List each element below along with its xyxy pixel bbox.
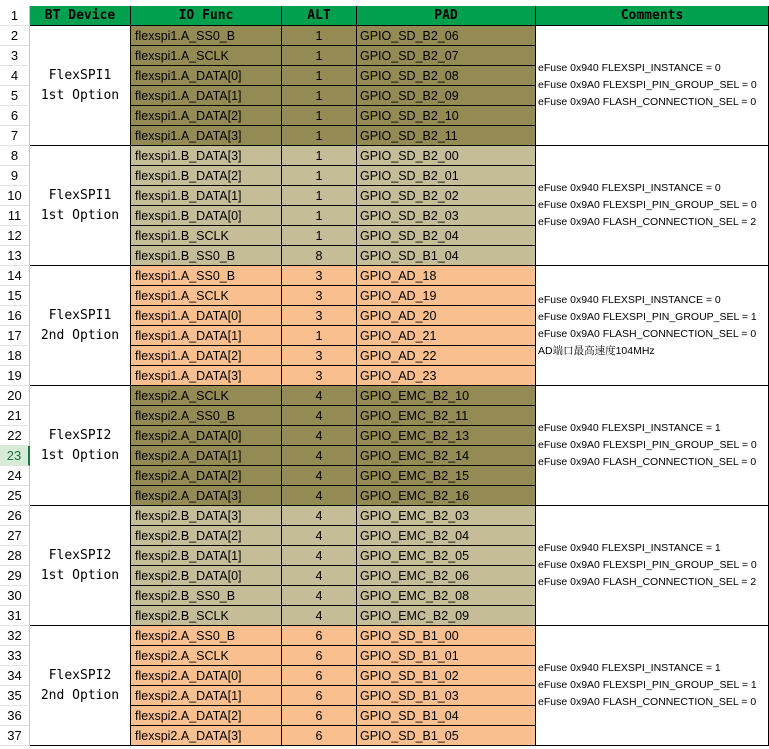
alt-cell[interactable]: 3	[282, 366, 357, 386]
pad-cell[interactable]: GPIO_EMC_B2_06	[357, 566, 536, 586]
comment-line: eFuse 0x940 FLEXSPI_INSTANCE = 1	[538, 662, 721, 674]
io-func-cell[interactable]: flexspi1.B_SCLK	[131, 226, 282, 246]
bt-device-cell[interactable]	[30, 146, 131, 266]
row-number[interactable]: 22	[0, 426, 30, 446]
io-func-cell[interactable]: flexspi1.A_SS0_B	[131, 266, 282, 286]
io-func-cell[interactable]: flexspi2.A_DATA[2]	[131, 466, 282, 486]
alt-cell[interactable]: 1	[282, 326, 357, 346]
alt-cell[interactable]: 4	[282, 586, 357, 606]
alt-cell[interactable]: 4	[282, 406, 357, 426]
row-number[interactable]: 29	[0, 566, 30, 586]
pad-cell[interactable]: GPIO_SD_B1_03	[357, 686, 536, 706]
header-alt[interactable]: ALT	[282, 6, 357, 26]
pad-cell[interactable]: GPIO_SD_B2_07	[357, 46, 536, 66]
io-func-cell[interactable]: flexspi2.A_DATA[0]	[131, 426, 282, 446]
io-func-cell[interactable]: flexspi1.B_DATA[3]	[131, 146, 282, 166]
bt-device-cell[interactable]	[30, 266, 131, 386]
io-func-cell[interactable]: flexspi1.A_DATA[2]	[131, 346, 282, 366]
io-func-cell[interactable]: flexspi1.A_DATA[3]	[131, 126, 282, 146]
io-func-cell[interactable]: flexspi1.A_DATA[0]	[131, 306, 282, 326]
alt-cell[interactable]: 1	[282, 46, 357, 66]
alt-cell[interactable]: 1	[282, 66, 357, 86]
row-number[interactable]: 26	[0, 506, 30, 526]
pad-cell[interactable]: GPIO_SD_B2_04	[357, 226, 536, 246]
bt-device-cell[interactable]	[30, 626, 131, 746]
pad-cell[interactable]: GPIO_AD_23	[357, 366, 536, 386]
io-func-cell[interactable]: flexspi2.A_DATA[2]	[131, 706, 282, 726]
pad-cell[interactable]: GPIO_EMC_B2_10	[357, 386, 536, 406]
pad-cell[interactable]: GPIO_AD_19	[357, 286, 536, 306]
alt-cell[interactable]: 3	[282, 346, 357, 366]
comment-line: eFuse 0x940 FLEXSPI_INSTANCE = 1	[538, 422, 721, 434]
row-number[interactable]: 28	[0, 546, 30, 566]
bt-device-line: 1st Option	[40, 207, 120, 223]
bt-device-line: FlexSPI1	[48, 307, 112, 323]
alt-cell[interactable]: 1	[282, 166, 357, 186]
comment-line: eFuse 0x9A0 FLEXSPI_PIN_GROUP_SEL = 1	[538, 679, 757, 691]
pad-cell[interactable]: GPIO_EMC_B2_08	[357, 586, 536, 606]
row-number[interactable]: 20	[0, 386, 30, 406]
bt-device-line: FlexSPI1	[48, 67, 112, 83]
row-number[interactable]: 13	[0, 246, 30, 266]
comment-line: eFuse 0x9A0 FLEXSPI_PIN_GROUP_SEL = 0	[538, 439, 757, 451]
alt-cell[interactable]: 6	[282, 726, 357, 746]
alt-cell[interactable]: 1	[282, 206, 357, 226]
bt-device-cell[interactable]	[30, 26, 131, 146]
io-func-cell[interactable]: flexspi2.B_DATA[1]	[131, 546, 282, 566]
comments-cell[interactable]	[536, 146, 769, 266]
row-number[interactable]: 12	[0, 226, 30, 246]
alt-cell[interactable]: 1	[282, 126, 357, 146]
comment-line: AD端口最高速度104MHz	[538, 344, 655, 357]
pad-cell[interactable]: GPIO_EMC_B2_05	[357, 546, 536, 566]
io-func-cell[interactable]: flexspi2.B_SCLK	[131, 606, 282, 626]
row-number[interactable]: 15	[0, 286, 30, 306]
io-func-cell[interactable]: flexspi2.B_SS0_B	[131, 586, 282, 606]
pad-cell[interactable]: GPIO_EMC_B2_11	[357, 406, 536, 426]
alt-cell[interactable]: 4	[282, 426, 357, 446]
io-func-cell[interactable]: flexspi1.A_DATA[0]	[131, 66, 282, 86]
header-io-func[interactable]: IO Func	[131, 6, 282, 26]
pad-cell[interactable]: GPIO_EMC_B2_14	[357, 446, 536, 466]
pad-cell[interactable]: GPIO_EMC_B2_16	[357, 486, 536, 506]
header-pad[interactable]: PAD	[357, 6, 536, 26]
io-func-cell[interactable]: flexspi2.A_SS0_B	[131, 406, 282, 426]
alt-cell[interactable]: 4	[282, 386, 357, 406]
io-func-cell[interactable]: flexspi2.A_DATA[1]	[131, 686, 282, 706]
io-func-cell[interactable]: flexspi2.B_DATA[2]	[131, 526, 282, 546]
pad-cell[interactable]: GPIO_SD_B1_01	[357, 646, 536, 666]
comment-line: eFuse 0x9A0 FLASH_CONNECTION_SEL = 0	[538, 96, 757, 108]
alt-cell[interactable]: 4	[282, 566, 357, 586]
comment-line: eFuse 0x9A0 FLASH_CONNECTION_SEL = 0	[538, 696, 757, 708]
pad-cell[interactable]: GPIO_SD_B1_04	[357, 246, 536, 266]
alt-cell[interactable]: 4	[282, 546, 357, 566]
io-func-cell[interactable]: flexspi2.A_SCLK	[131, 386, 282, 406]
pad-cell[interactable]: GPIO_EMC_B2_13	[357, 426, 536, 446]
alt-cell[interactable]: 3	[282, 306, 357, 326]
row-number[interactable]: 14	[0, 266, 30, 286]
row-number[interactable]: 8	[0, 146, 30, 166]
alt-cell[interactable]: 4	[282, 486, 357, 506]
pad-cell[interactable]: GPIO_AD_22	[357, 346, 536, 366]
pad-cell[interactable]: GPIO_SD_B1_05	[357, 726, 536, 746]
alt-cell[interactable]: 6	[282, 706, 357, 726]
alt-cell[interactable]: 4	[282, 526, 357, 546]
row-number[interactable]: 34	[0, 666, 30, 686]
bt-device-line: FlexSPI2	[48, 427, 112, 443]
pad-cell[interactable]: GPIO_SD_B2_02	[357, 186, 536, 206]
pad-cell[interactable]: GPIO_SD_B2_09	[357, 86, 536, 106]
comments-cell[interactable]	[536, 626, 769, 746]
comment-line: eFuse 0x9A0 FLEXSPI_PIN_GROUP_SEL = 1	[538, 310, 757, 323]
pad-cell[interactable]: GPIO_SD_B2_11	[357, 126, 536, 146]
comments-cell[interactable]	[536, 26, 769, 146]
alt-cell[interactable]: 1	[282, 26, 357, 46]
pad-cell[interactable]: GPIO_SD_B2_10	[357, 106, 536, 126]
io-func-cell[interactable]: flexspi2.A_DATA[0]	[131, 666, 282, 686]
alt-cell[interactable]: 6	[282, 626, 357, 646]
alt-cell[interactable]: 8	[282, 246, 357, 266]
row-number[interactable]: 35	[0, 686, 30, 706]
pad-cell[interactable]: GPIO_AD_20	[357, 306, 536, 326]
alt-cell[interactable]: 4	[282, 606, 357, 626]
io-func-cell[interactable]: flexspi1.A_SCLK	[131, 46, 282, 66]
bt-device-line: 2nd Option	[40, 687, 120, 703]
row-number[interactable]: 30	[0, 586, 30, 606]
row-number[interactable]: 17	[0, 326, 30, 346]
io-func-cell[interactable]: flexspi1.B_DATA[2]	[131, 166, 282, 186]
pad-cell[interactable]: GPIO_SD_B2_06	[357, 26, 536, 46]
row-number[interactable]: 24	[0, 466, 30, 486]
pad-cell[interactable]: GPIO_SD_B2_01	[357, 166, 536, 186]
row-number[interactable]: 10	[0, 186, 30, 206]
io-func-cell[interactable]: flexspi1.B_DATA[0]	[131, 206, 282, 226]
alt-cell[interactable]: 1	[282, 186, 357, 206]
comment-line: eFuse 0x940 FLEXSPI_INSTANCE = 1	[538, 542, 721, 554]
row-number[interactable]: 7	[0, 126, 30, 146]
io-func-cell[interactable]: flexspi1.A_DATA[1]	[131, 86, 282, 106]
row-number[interactable]: 31	[0, 606, 30, 626]
io-func-cell[interactable]: flexspi2.B_DATA[3]	[131, 506, 282, 526]
header-bt-device[interactable]: BT Device	[30, 6, 131, 26]
row-number[interactable]: 25	[0, 486, 30, 506]
alt-cell[interactable]: 4	[282, 446, 357, 466]
pad-cell[interactable]: GPIO_EMC_B2_09	[357, 606, 536, 626]
alt-cell[interactable]: 3	[282, 266, 357, 286]
row-number[interactable]: 4	[0, 66, 30, 86]
io-func-cell[interactable]: flexspi1.A_SCLK	[131, 286, 282, 306]
alt-cell[interactable]: 1	[282, 226, 357, 246]
alt-cell[interactable]: 1	[282, 86, 357, 106]
row-number[interactable]: 9	[0, 166, 30, 186]
pad-cell[interactable]: GPIO_EMC_B2_04	[357, 526, 536, 546]
alt-cell[interactable]: 4	[282, 506, 357, 526]
row-number[interactable]: 36	[0, 706, 30, 726]
io-func-cell[interactable]: flexspi1.A_SS0_B	[131, 26, 282, 46]
bt-device-cell[interactable]	[30, 506, 131, 626]
comment-line: eFuse 0x940 FLEXSPI_INSTANCE = 0	[538, 182, 721, 194]
alt-cell[interactable]: 6	[282, 646, 357, 666]
pad-cell[interactable]: GPIO_SD_B2_03	[357, 206, 536, 226]
row-number[interactable]: 18	[0, 346, 30, 366]
io-func-cell[interactable]: flexspi1.B_DATA[1]	[131, 186, 282, 206]
alt-cell[interactable]: 6	[282, 666, 357, 686]
pad-cell[interactable]: GPIO_EMC_B2_15	[357, 466, 536, 486]
pad-cell[interactable]: GPIO_EMC_B2_03	[357, 506, 536, 526]
row-number[interactable]: 6	[0, 106, 30, 126]
io-func-cell[interactable]: flexspi1.A_DATA[3]	[131, 366, 282, 386]
io-func-cell[interactable]: flexspi2.B_DATA[0]	[131, 566, 282, 586]
comment-line: eFuse 0x9A0 FLEXSPI_PIN_GROUP_SEL = 0	[538, 199, 757, 211]
row-number[interactable]: 2	[0, 26, 30, 46]
io-func-cell[interactable]: flexspi2.A_DATA[3]	[131, 726, 282, 746]
io-func-cell[interactable]: flexspi1.B_SS0_B	[131, 246, 282, 266]
row-number[interactable]: 37	[0, 726, 30, 746]
row-number[interactable]: 23	[0, 446, 30, 466]
comment-line: eFuse 0x9A0 FLEXSPI_PIN_GROUP_SEL = 0	[538, 79, 757, 91]
pad-cell[interactable]: GPIO_SD_B1_00	[357, 626, 536, 646]
row-number[interactable]: 3	[0, 46, 30, 66]
io-func-cell[interactable]: flexspi1.A_DATA[1]	[131, 326, 282, 346]
pad-cell[interactable]: GPIO_SD_B1_04	[357, 706, 536, 726]
row-number[interactable]: 27	[0, 526, 30, 546]
bt-device-line: 2nd Option	[40, 327, 120, 343]
io-func-cell[interactable]: flexspi1.A_DATA[2]	[131, 106, 282, 126]
comment-line: eFuse 0x9A0 FLASH_CONNECTION_SEL = 2	[538, 576, 757, 588]
alt-cell[interactable]: 1	[282, 106, 357, 126]
comment-line: eFuse 0x9A0 FLASH_CONNECTION_SEL = 0	[538, 456, 757, 468]
row-number[interactable]: 11	[0, 206, 30, 226]
comments-cell[interactable]	[536, 386, 769, 506]
bt-device-line: 1st Option	[40, 87, 120, 103]
bt-device-line: FlexSPI1	[48, 187, 112, 203]
pad-cell[interactable]: GPIO_AD_21	[357, 326, 536, 346]
alt-cell[interactable]: 4	[282, 466, 357, 486]
bt-device-line: FlexSPI2	[48, 547, 112, 563]
bt-device-line: FlexSPI2	[48, 667, 112, 683]
comment-line: eFuse 0x9A0 FLASH_CONNECTION_SEL = 0	[538, 327, 757, 340]
io-func-cell[interactable]: flexspi2.A_DATA[1]	[131, 446, 282, 466]
row-number[interactable]: 33	[0, 646, 30, 666]
pad-cell[interactable]: GPIO_SD_B2_00	[357, 146, 536, 166]
comment-line: eFuse 0x940 FLEXSPI_INSTANCE = 0	[538, 293, 721, 306]
comment-line: eFuse 0x940 FLEXSPI_INSTANCE = 0	[538, 62, 721, 74]
header-comments[interactable]: Comments	[536, 6, 769, 26]
row-number[interactable]: 1	[0, 6, 30, 26]
comments-cell[interactable]	[536, 506, 769, 626]
row-number[interactable]: 21	[0, 406, 30, 426]
row-number[interactable]: 16	[0, 306, 30, 326]
io-func-cell[interactable]: flexspi2.A_SS0_B	[131, 626, 282, 646]
bt-device-line: 1st Option	[40, 447, 120, 463]
io-func-cell[interactable]: flexspi2.A_SCLK	[131, 646, 282, 666]
comment-line: eFuse 0x9A0 FLEXSPI_PIN_GROUP_SEL = 0	[538, 559, 757, 571]
comments-cell[interactable]	[536, 266, 769, 386]
row-number[interactable]: 5	[0, 86, 30, 106]
pad-cell[interactable]: GPIO_SD_B1_02	[357, 666, 536, 686]
io-func-cell[interactable]: flexspi2.A_DATA[3]	[131, 486, 282, 506]
bt-device-cell[interactable]	[30, 386, 131, 506]
pad-cell[interactable]: GPIO_SD_B2_08	[357, 66, 536, 86]
alt-cell[interactable]: 1	[282, 146, 357, 166]
row-number[interactable]: 32	[0, 626, 30, 646]
comment-line: eFuse 0x9A0 FLASH_CONNECTION_SEL = 2	[538, 216, 757, 228]
row-number[interactable]: 19	[0, 366, 30, 386]
alt-cell[interactable]: 3	[282, 286, 357, 306]
pad-cell[interactable]: GPIO_AD_18	[357, 266, 536, 286]
alt-cell[interactable]: 6	[282, 686, 357, 706]
bt-device-line: 1st Option	[40, 567, 120, 583]
